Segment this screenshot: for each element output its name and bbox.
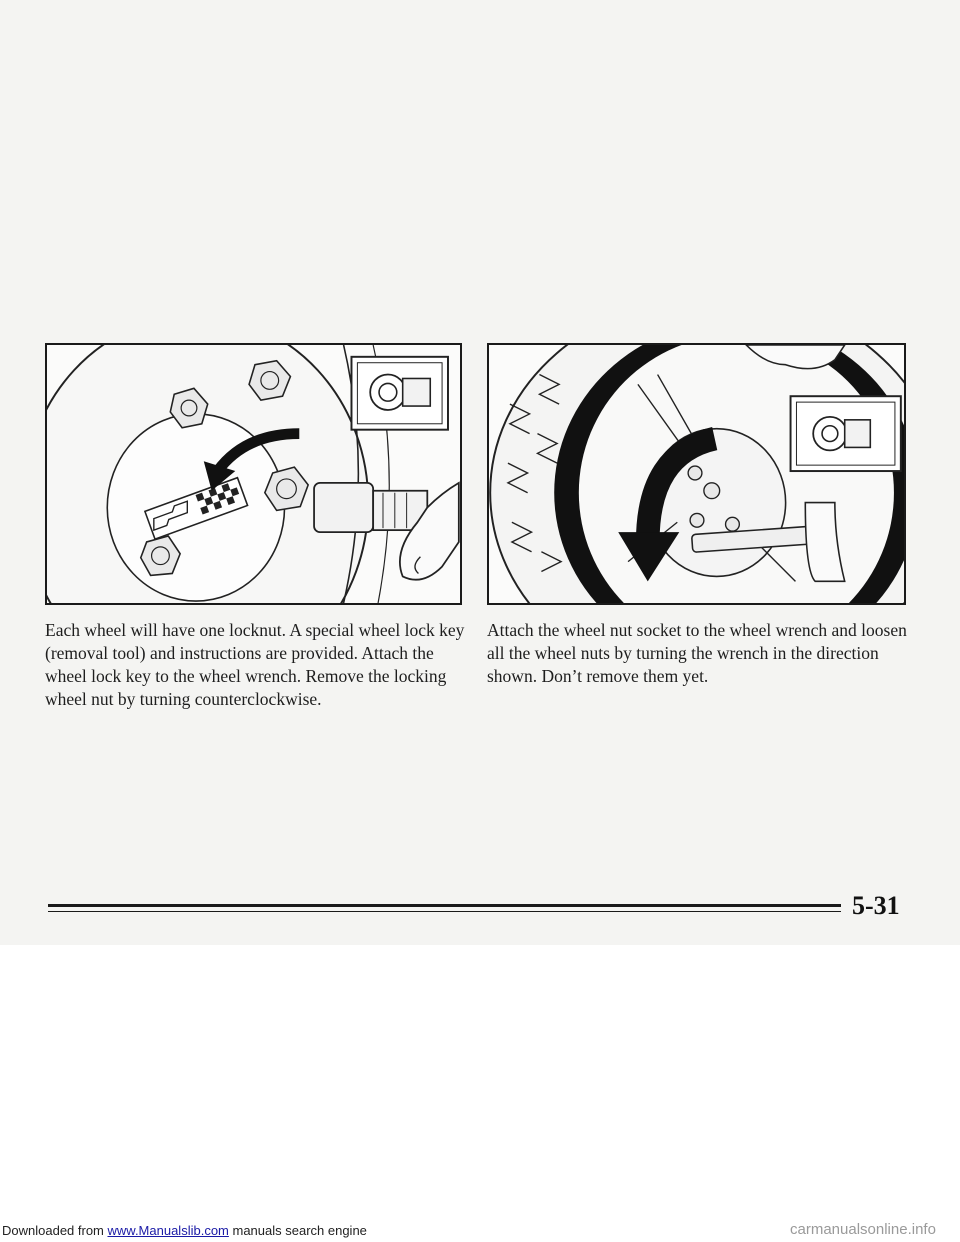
footer-suffix: manuals search engine: [228, 1223, 367, 1238]
footer-rule-thick: [48, 904, 841, 907]
footer-rule-thin: [48, 911, 841, 912]
page-number: 5-31: [852, 891, 900, 920]
wheel-lock-key-illustration: [45, 343, 462, 605]
paragraph-wheel-wrench: Attach the wheel nut socket to the wheel wrench and loosen all the wheel nuts by turning the wrench in the direction shown. Don’t remove them yet.: [487, 620, 907, 686]
watermark: carmanualsonline.info: [790, 1221, 936, 1238]
wheel-wrench-illustration: [487, 343, 906, 605]
wheel-wrench-icon: [489, 345, 904, 603]
footer-prefix: Downloaded from: [2, 1223, 108, 1238]
download-footer: [2, 1223, 367, 1238]
paragraph-locknut: Each wheel will have one locknut. A special wheel lock key (removal tool) and instructions are provided. Attach the wheel lock key to the wheel wrench. Remove the locking wheel nut by turning counterclockwise.: [45, 620, 465, 709]
manualslib-link[interactable]: www.Manualslib.com: [107, 1223, 229, 1238]
wheel-lock-key-icon: [47, 345, 460, 603]
